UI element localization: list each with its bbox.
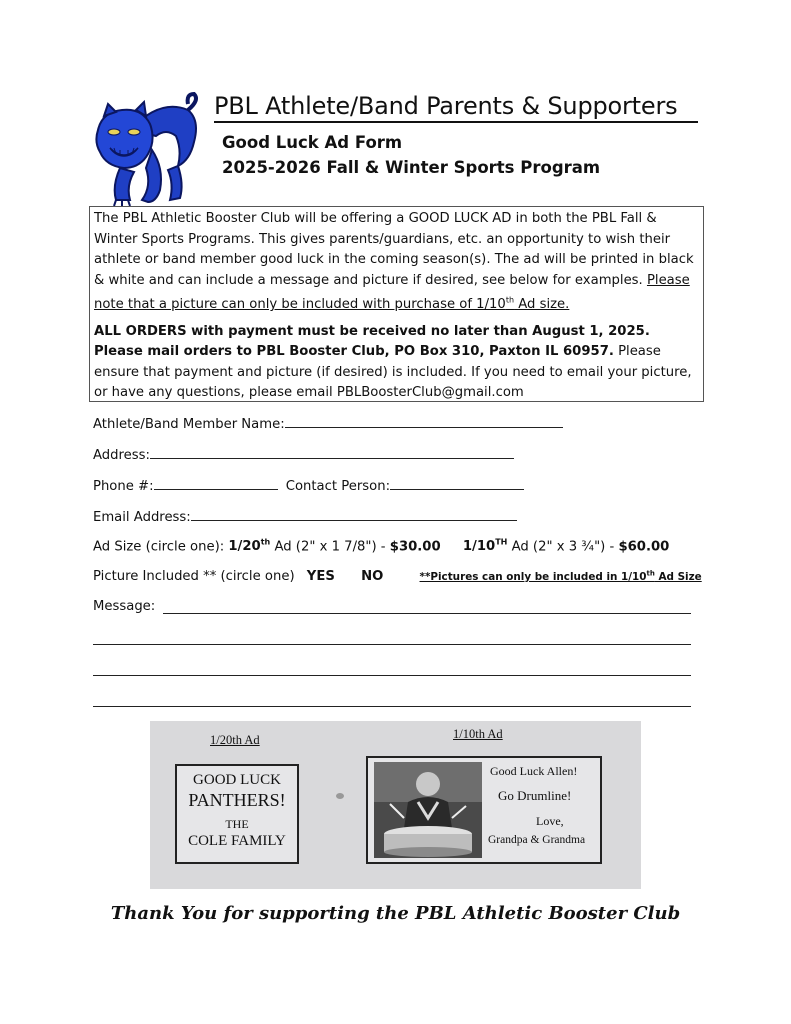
panther-logo xyxy=(90,90,198,208)
picture-note-sup: th xyxy=(505,296,515,305)
sample-ad1-line3: THE xyxy=(225,817,249,831)
sample-ad1-line2: PANTHERS! xyxy=(188,790,286,810)
deadline-text: ALL ORDERS with payment must be received no later than August 1, 2025. Please mail orders to PBL Booster Club, PO Box 310, Paxton IL 60957. xyxy=(94,323,650,360)
phone-label: Phone #: xyxy=(93,479,154,494)
email-field xyxy=(93,508,517,525)
ad2-size-sup: TH xyxy=(495,538,508,547)
address-field xyxy=(93,446,514,463)
sample-ad2-line1: Good Luck Allen! xyxy=(490,764,578,778)
ad2-size[interactable] xyxy=(463,539,508,554)
sample-ad2-line4: Grandpa & Grandma xyxy=(488,834,586,846)
ad-size-field xyxy=(93,538,669,554)
yes-option[interactable]: YES xyxy=(306,569,335,584)
info-paragraph-1 xyxy=(94,209,699,316)
sample-ad2-line2: Go Drumline! xyxy=(498,788,572,803)
ad2-price: $60.00 xyxy=(618,539,670,555)
no-option[interactable]: NO xyxy=(361,569,384,584)
form-title: PBL Athlete/Band Parents & Supporters xyxy=(214,92,678,120)
ad1-dims: Ad (2" x 1 7/8") - xyxy=(274,539,386,555)
email-label: Email Address: xyxy=(93,510,191,525)
drummer-photo xyxy=(374,762,482,858)
picture-note-text-a: Please note that a picture can only be included with purchase of 1/10 xyxy=(94,272,690,313)
member-name-label: Athlete/Band Member Name: xyxy=(93,417,285,432)
ad-size-label: Ad Size (circle one): xyxy=(93,539,225,555)
sample-ads-image xyxy=(150,721,641,889)
phone-blank[interactable] xyxy=(154,477,278,490)
info-box xyxy=(89,206,704,402)
ad1-size-text: 1/20 xyxy=(228,539,261,555)
sample-ad2-line3: Love, xyxy=(536,814,564,828)
message-line-4[interactable] xyxy=(93,706,691,707)
picture-size-note-sup: th xyxy=(646,569,655,578)
picture-size-note-a: **Pictures can only be included in 1/10 xyxy=(419,571,647,583)
picture-note-text-b: Ad size. xyxy=(514,297,570,313)
thank-you-message: Thank You for supporting the PBL Athletic Booster Club xyxy=(110,903,681,924)
email-blank[interactable] xyxy=(191,508,517,521)
ad1-size[interactable] xyxy=(228,539,270,554)
sample-ad1-box xyxy=(175,764,299,864)
message-line-1[interactable] xyxy=(163,613,691,614)
address-label: Address: xyxy=(93,448,150,463)
ad2-size-text: 1/10 xyxy=(462,539,496,555)
ad2-dims: Ad (2" x 3 ¾") - xyxy=(511,539,615,555)
ad1-size-sup: th xyxy=(260,538,271,547)
ad1-price: $30.00 xyxy=(389,539,441,555)
picture-field xyxy=(93,569,702,584)
sample-ad1-title: 1/20th Ad xyxy=(210,733,260,747)
member-name-blank[interactable] xyxy=(285,415,563,428)
message-label: Message: xyxy=(93,599,156,614)
sample-ad1-line4: COLE FAMILY xyxy=(188,833,286,849)
info-text-1: The PBL Athletic Booster Club will be offering a GOOD LUCK AD in both the PBL Fall & Winter Sports Programs. This gives parents/guardians, etc. an opportunity to wish their athlete or band member good luck in the coming season(s). The ad will be printed in black & white and can include a message and picture if desired, see below for examples. xyxy=(94,211,694,288)
message-field xyxy=(93,599,155,614)
contact-blank[interactable] xyxy=(390,477,524,490)
message-line-3[interactable] xyxy=(93,675,691,676)
picture-size-note xyxy=(420,571,702,583)
info-paragraph-2 xyxy=(94,322,699,404)
sample-ad1-line1: GOOD LUCK xyxy=(193,772,281,788)
program-name: 2025-2026 Fall & Winter Sports Program xyxy=(222,158,601,177)
info-text-2: Please ensure that payment and picture (if desired) is included. If you need to email your picture, or have any questions, please email PBLBoosterClub@gmail.com xyxy=(94,344,692,401)
sample-ad2-box xyxy=(366,756,602,864)
sample-ad2-title: 1/10th Ad xyxy=(453,727,503,741)
picture-label: Picture Included ** (circle one) xyxy=(93,569,295,584)
member-name-field xyxy=(93,415,563,432)
picture-size-note-b: Ad Size xyxy=(654,571,702,583)
sample-dot xyxy=(336,793,344,799)
title-underline xyxy=(214,121,698,123)
phone-contact-field xyxy=(93,477,524,494)
address-blank[interactable] xyxy=(150,446,514,459)
form-subtitle: Good Luck Ad Form xyxy=(222,133,403,152)
contact-label: Contact Person: xyxy=(285,479,391,494)
message-line-2[interactable] xyxy=(93,644,691,645)
